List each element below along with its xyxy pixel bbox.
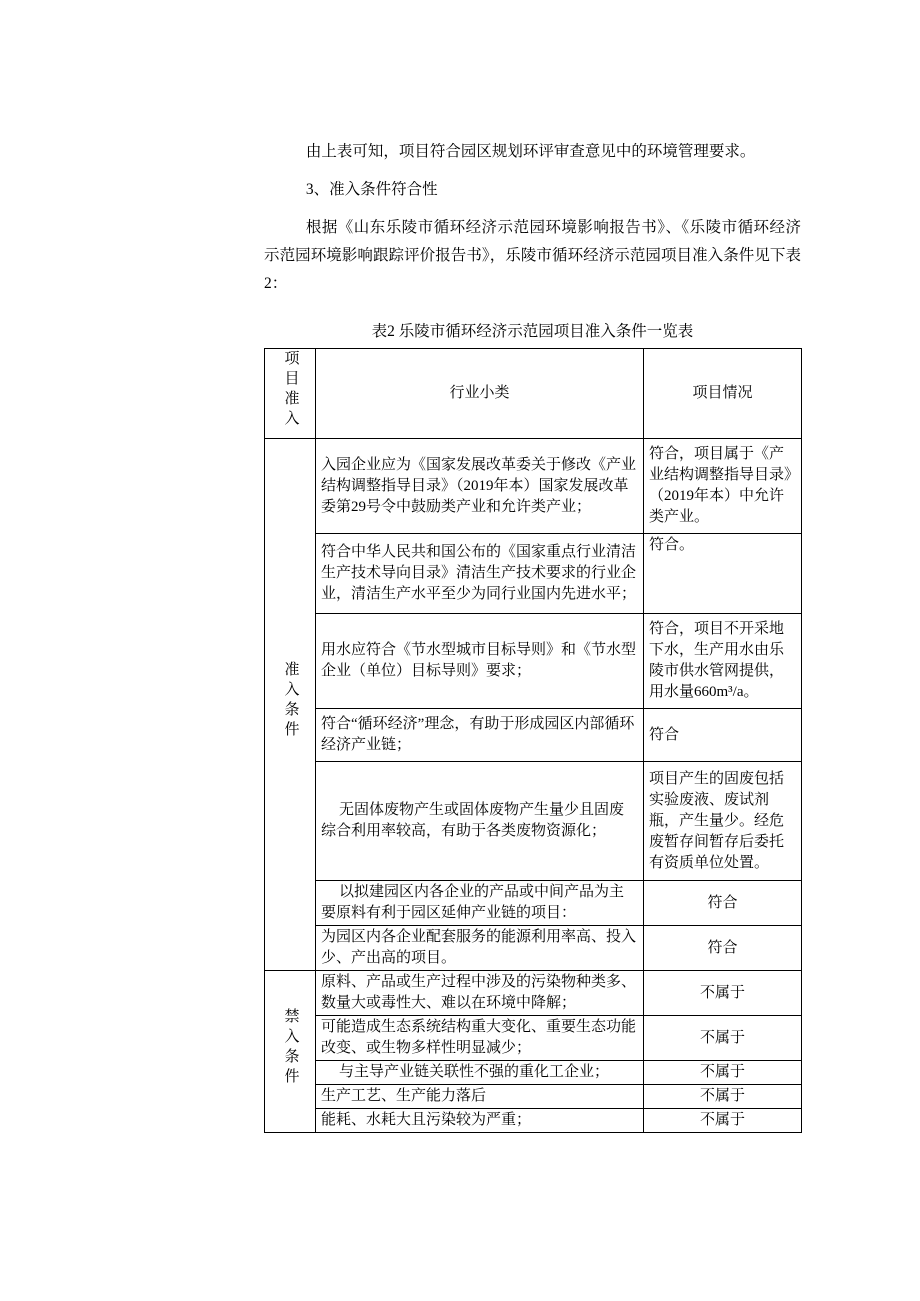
criteria-cell: 以拟建园区内各企业的产品或中间产品为主要原料有利于园区延伸产业链的项目：: [316, 881, 644, 926]
table-header-row: [265, 349, 802, 439]
status-cell: 不属于: [644, 1109, 802, 1133]
table-caption: 表2 乐陵市循环经济示范园项目准入条件一览表: [371, 323, 694, 340]
criteria-cell: 与主导产业链关联性不强的重化工企业；: [316, 1061, 644, 1085]
table-row: [265, 1016, 802, 1061]
status-cell: 符合: [644, 709, 802, 762]
table-row: [265, 971, 802, 1016]
status-cell: 项目产生的固废包括实验废液、废试剂瓶，产生量少。经危废暂存间暂存后委托有资质单位处置。: [644, 762, 802, 881]
paragraph-basis: 根据《山东乐陵市循环经济示范园环境影响报告书》、《乐陵市循环经济示范园环境影响跟踪评价报告书》，乐陵市循环经济示范园项目准入条件见下表2：: [264, 219, 801, 292]
header-cell-project-status: 项目情况: [644, 349, 802, 439]
group-label-prohibited: 禁入条件: [282, 1008, 299, 1088]
admission-criteria-table: [264, 348, 802, 1133]
table-row: [265, 1109, 802, 1133]
status-cell: 不属于: [644, 1016, 802, 1061]
group-label-admission: 准入条件: [282, 661, 299, 741]
status-cell: 不属于: [644, 971, 802, 1016]
criteria-cell: 为园区内各企业配套服务的能源利用率高、投入少、产出高的项目。: [316, 926, 644, 971]
table-row: [265, 881, 802, 926]
status-cell: 符合。: [644, 534, 802, 614]
status-cell: 符合: [644, 881, 802, 926]
criteria-cell: 生产工艺、生产能力落后: [316, 1085, 644, 1109]
criteria-cell: 能耗、水耗大且污染较为严重；: [316, 1109, 644, 1133]
section-heading: 3、准入条件符合性: [305, 181, 438, 198]
criteria-cell: 符合中华人民共和国公布的《国家重点行业清洁生产技术导向目录》清洁生产技术要求的行业企业，清洁生产水平至少为同行业国内先进水平；: [316, 534, 644, 614]
status-cell: 符合，项目不开采地下水，生产用水由乐陵市供水管网提供，用水量660m³/a。: [644, 614, 802, 709]
table-row: [265, 614, 802, 709]
table-row: [265, 1085, 802, 1109]
table-row: [265, 709, 802, 762]
status-cell: 符合，项目属于《产业结构调整指导目录》（2019年本）中允许类产业。: [644, 439, 802, 534]
criteria-cell: 原料、产品或生产过程中涉及的污染物种类多、数量大或毒性大、难以在环境中降解；: [316, 971, 644, 1016]
paragraph-conclusion: 由上表可知，项目符合园区规划环评审查意见中的环境管理要求。: [305, 143, 756, 160]
status-cell: 不属于: [644, 1085, 802, 1109]
criteria-cell: 入园企业应为《国家发展改革委关于修改《产业结构调整指导目录》（2019年本）国家发展改革委第29号令中鼓励类产业和允许类产业；: [316, 439, 644, 534]
table-row: [265, 926, 802, 971]
table-row: [265, 439, 802, 534]
header-category-label: 项目准入: [282, 350, 299, 430]
group-cell-prohibited: [265, 971, 316, 1133]
table-row: [265, 762, 802, 881]
group-cell-admission: [265, 439, 316, 971]
status-cell: 不属于: [644, 1061, 802, 1085]
criteria-cell: 符合“循环经济”理念，有助于形成园区内部循环经济产业链；: [316, 709, 644, 762]
table-row: [265, 1061, 802, 1085]
table-row: [265, 534, 802, 614]
criteria-cell: 无固体废物产生或固体废物产生量少且固废综合利用率较高，有助于各类废物资源化；: [316, 762, 644, 881]
document-page: [264, 0, 801, 1133]
header-cell-industry: 行业小类: [316, 349, 644, 439]
criteria-cell: 可能造成生态系统结构重大变化、重要生态功能改变、或生物多样性明显减少；: [316, 1016, 644, 1061]
status-cell: 符合: [644, 926, 802, 971]
criteria-cell: 用水应符合《节水型城市目标导则》和《节水型企业（单位）目标导则》要求；: [316, 614, 644, 709]
header-cell-category: [265, 349, 316, 439]
